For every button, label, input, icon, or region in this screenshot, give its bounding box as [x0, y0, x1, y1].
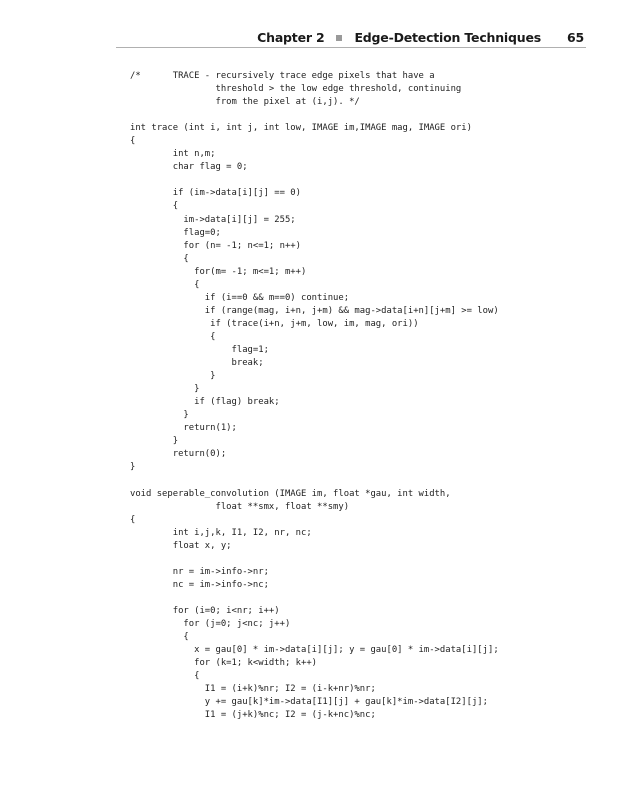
code-line: return(0); [130, 449, 227, 460]
code-line: } [130, 384, 200, 395]
code-line: if (trace(i+n, j+m, low, im, mag, ori)) [130, 318, 419, 329]
code-line [130, 174, 499, 187]
code-line: for (k=1; k<width; k++) [130, 658, 318, 669]
header-rule [116, 47, 586, 48]
code-line [130, 109, 499, 122]
chapter-label: Chapter 2 [257, 30, 325, 45]
code-line: I1 = (i+k)%nr; I2 = (i-k+nr)%nr; [130, 684, 376, 695]
code-line [130, 474, 499, 487]
code-line: y += gau[k]*im->data[I1][j] + gau[k]*im->data[I2][j]; [130, 697, 488, 708]
running-header [257, 30, 584, 45]
code-line: float **smx, float **smy) [130, 501, 350, 512]
code-line: if (flag) break; [130, 397, 280, 408]
code-line: flag=0; [130, 227, 221, 238]
code-line: { [130, 671, 200, 682]
code-line: for (n= -1; n<=1; n++) [130, 240, 301, 251]
code-line: I1 = (j+k)%nc; I2 = (j-k+nc)%nc; [130, 710, 376, 721]
code-line: from the pixel at (i,j). */ [130, 97, 360, 108]
chapter-title: Edge-Detection Techniques [354, 30, 541, 45]
code-line: int i,j,k, I1, I2, nr, nc; [130, 527, 312, 538]
code-line: nc = im->info->nc; [130, 579, 269, 590]
code-line: { [130, 253, 189, 264]
code-line: /* TRACE - recursively trace edge pixels that have a [130, 71, 435, 81]
code-line [130, 553, 499, 566]
code-line: char flag = 0; [130, 162, 248, 173]
code-line: int n,m; [130, 149, 216, 160]
page-number: 65 [567, 30, 584, 45]
code-line: for(m= -1; m<=1; m++) [130, 266, 307, 277]
code-line: { [130, 136, 136, 147]
code-line: float x, y; [130, 540, 232, 551]
code-line: threshold > the low edge threshold, continuing [130, 84, 462, 95]
code-listing [130, 70, 499, 722]
code-line: flag=1; [130, 344, 269, 355]
code-line [130, 592, 499, 605]
code-line: { [130, 331, 216, 342]
code-line: } [130, 410, 189, 421]
code-line: if (i==0 && m==0) continue; [130, 292, 350, 303]
code-line: void seperable_convolution (IMAGE im, float *gau, int width, [130, 488, 451, 499]
code-line: int trace (int i, int j, int low, IMAGE im,IMAGE mag, IMAGE ori) [130, 123, 472, 134]
code-line: for (j=0; j<nc; j++) [130, 618, 291, 629]
code-line: } [130, 462, 136, 473]
code-line: } [130, 371, 216, 382]
code-line: break; [130, 358, 264, 369]
code-line: nr = im->info->nr; [130, 566, 269, 577]
code-line: { [130, 514, 136, 525]
code-line: for (i=0; i<nr; i++) [130, 605, 280, 616]
code-line: if (im->data[i][j] == 0) [130, 188, 301, 199]
code-line: x = gau[0] * im->data[i][j]; y = gau[0] * im->data[i][j]; [130, 645, 499, 656]
code-line: { [130, 632, 189, 643]
code-line: { [130, 201, 179, 212]
code-line: { [130, 279, 200, 290]
code-line: im->data[i][j] = 255; [130, 214, 296, 225]
code-line: if (range(mag, i+n, j+m) && mag->data[i+n][j+m] >= low) [130, 305, 499, 316]
code-line: } [130, 436, 179, 447]
square-bullet-icon [336, 35, 342, 41]
code-line: return(1); [130, 423, 237, 434]
